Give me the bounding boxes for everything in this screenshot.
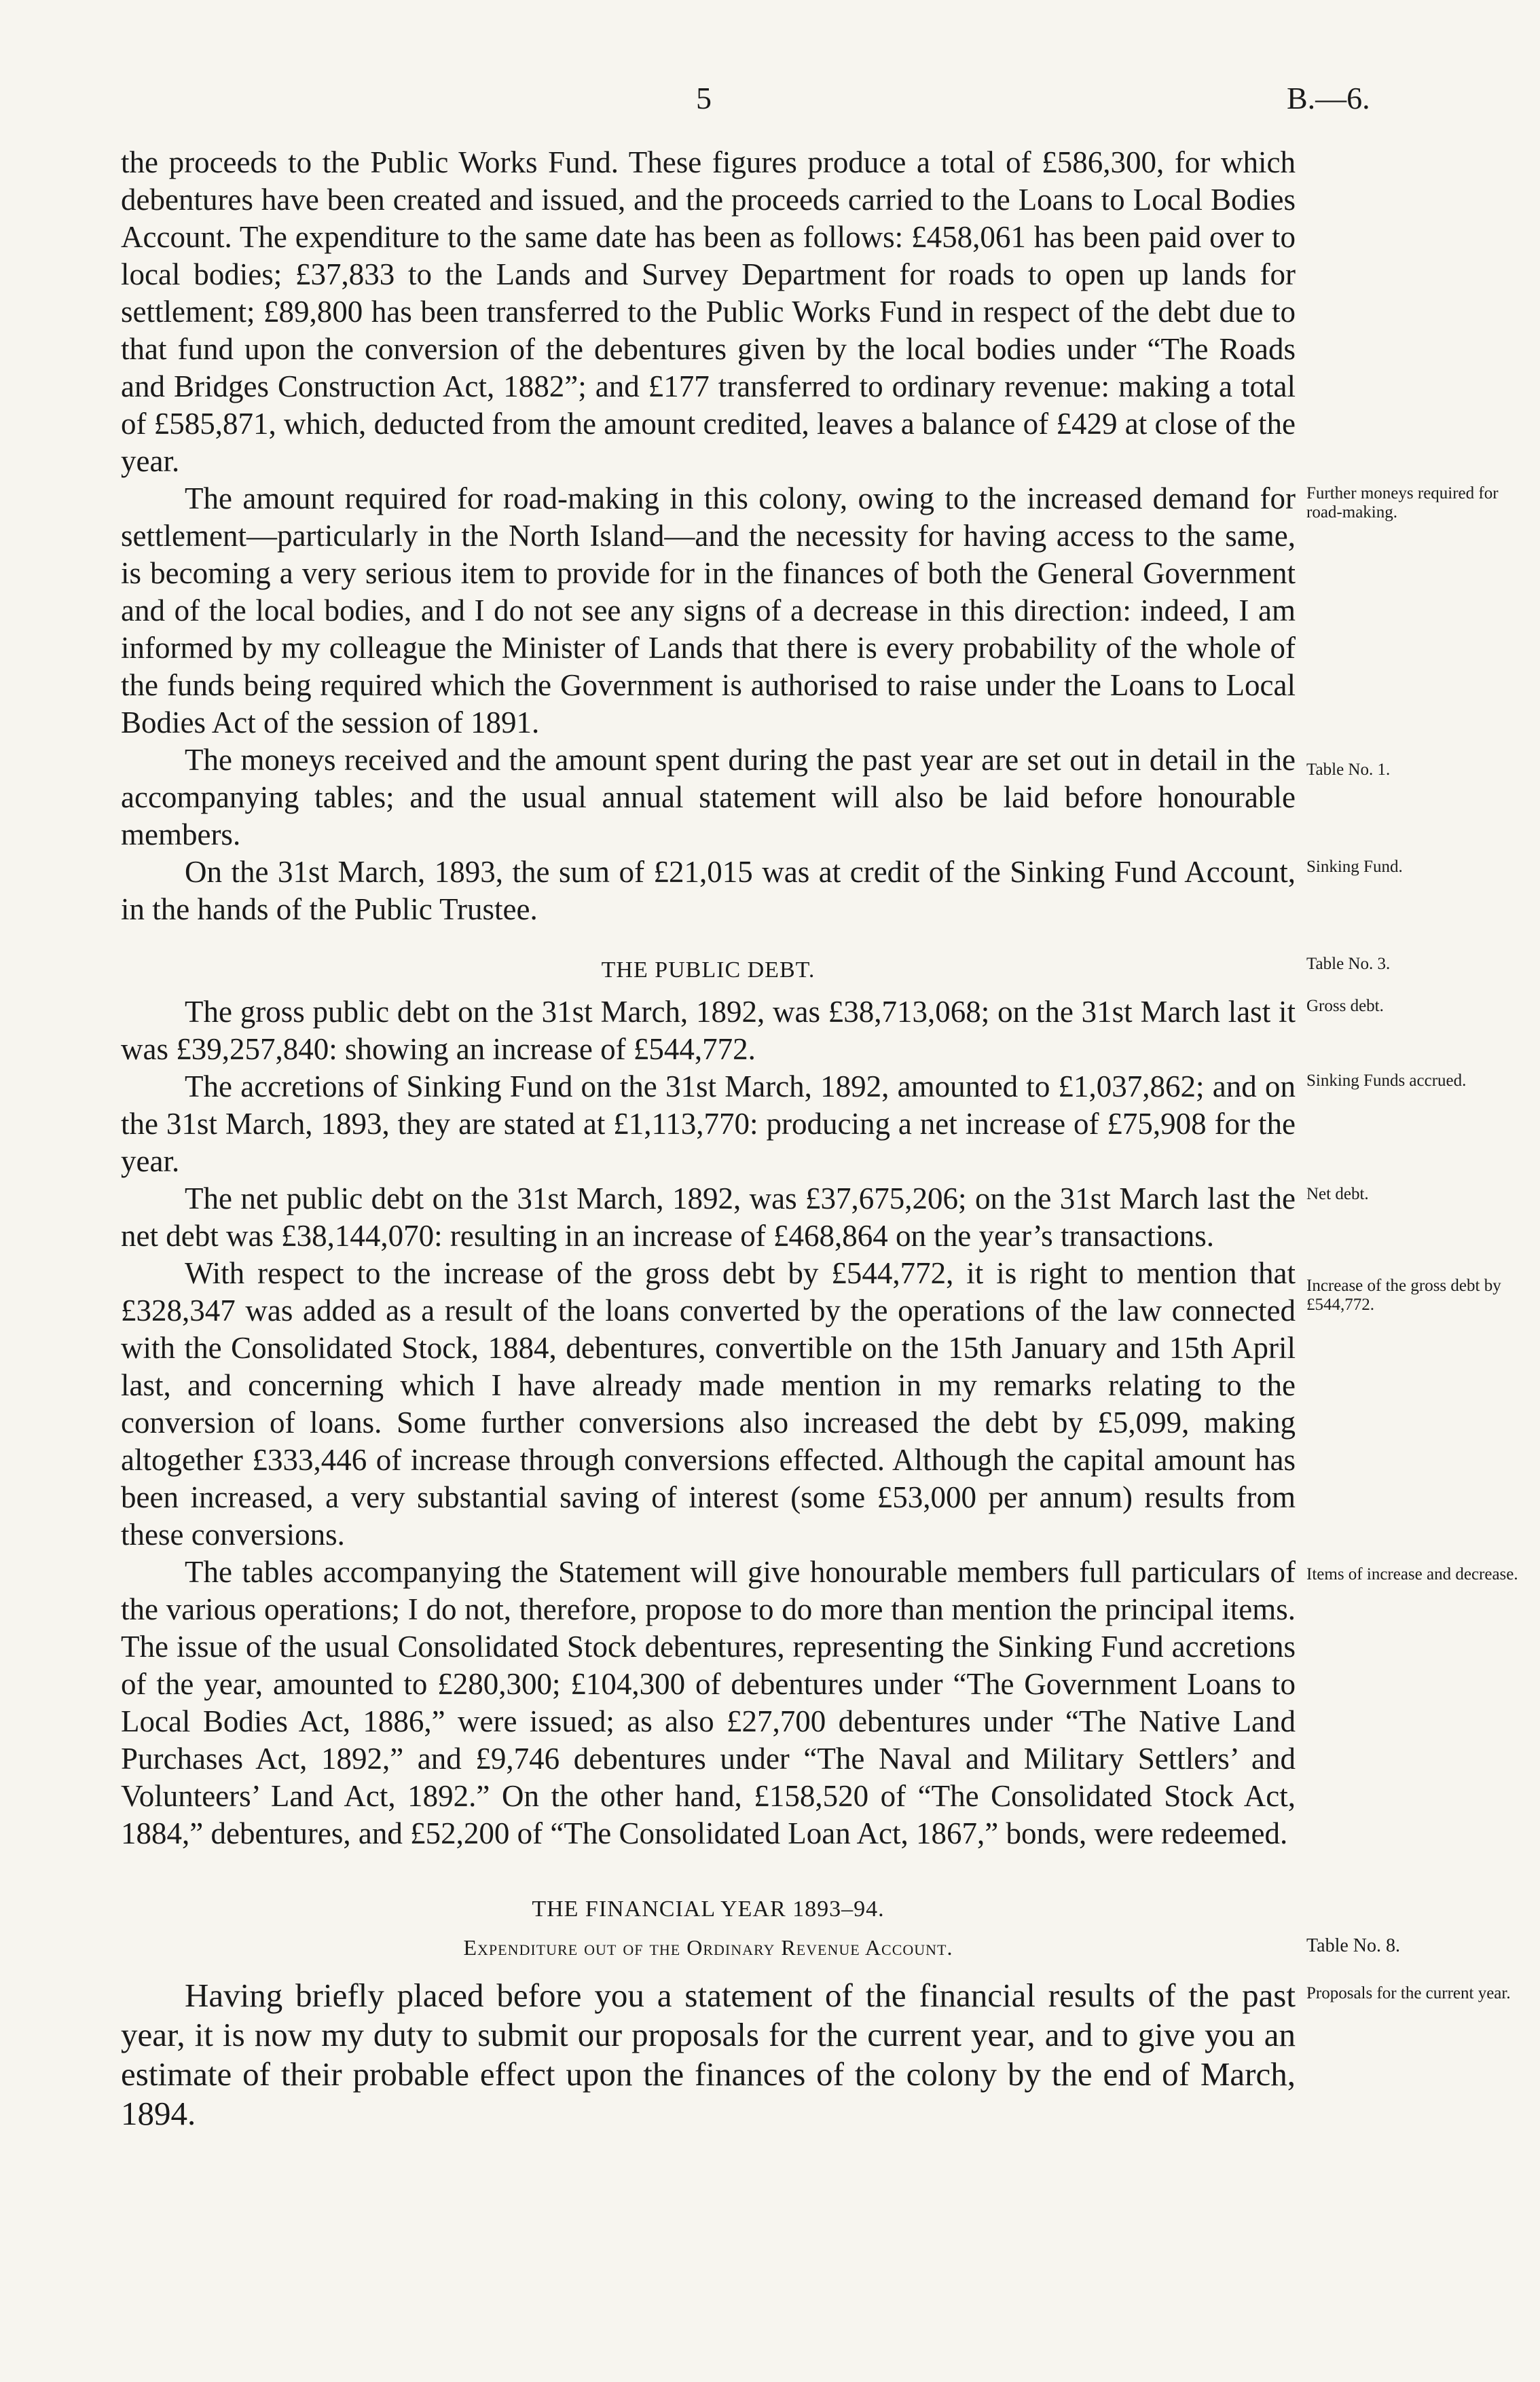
paragraph-sinking-fund: On the 31st March, 1893, the sum of £21,015 was at credit of the Sinking Fund Account, in the hands of the Public Trustee.	[121, 855, 1296, 926]
heading-financial-year: THE FINANCIAL YEAR 1893–94.	[532, 1897, 885, 1922]
paragraph-moneys-received: The moneys received and the amount spent during the past year are set out in detail in the accompanying tables; and the usual annual statement will also be laid before honourable members.	[121, 743, 1296, 851]
margin-note-sinking-funds-accrued: Sinking Funds accrued.	[1306, 1071, 1467, 1090]
margin-note-further-moneys: Further moneys required for road-making.	[1306, 484, 1499, 521]
subheading-expenditure: Expenditure out of the Ordinary Revenue Account.	[463, 1935, 953, 1960]
paragraph-items: The tables accompanying the Statement will give honourable members full particulars of the various operations; I do not, therefore, propose to do more than mention the principal items. The issue of the usual Consolidated Stock debentures, representing the Sinking Fund accretions of the year, amounted to £280,300; £104,300 of debentures under “The Government Loans to Local Bodies Act, 1886,” were issued; as also £27,700 debentures under “The Native Land Purchases Act, 1892,” and £9,746 debentures under “The Naval and Military Settlers’ and Volunteers’ Land Act, 1892.” On the other hand, £158,520 of “The Consolidated Stock Act, 1884,” debentures, and £52,200 of “The Consolidated Loan Act, 1867,” bonds, were redeemed.	[121, 1555, 1296, 1850]
paragraph-public-works-fund: the proceeds to the Public Works Fund. These figures produce a total of £586,300, for which debentures have been created and issued, and the proceeds carried to the Loans to Local Bodies Account. The expenditure to the same date has been as follows: £458,061 has been paid over to local bodies; £37,833 to the Lands and Survey Department for roads to open up lands for settlement; £89,800 has been transferred to the Public Works Fund in respect of the debt due to that fund upon the conversion of the debentures given by the local bodies under “The Roads and Bridges Construction Act, 1882”; and £177 transferred to ordinary revenue: making a total of £585,871, which, deducted from the amount credited, leaves a balance of £429 at close of the year.	[121, 145, 1296, 478]
margin-note-table-8: Table No. 8.	[1306, 1935, 1401, 1956]
paragraph-increase-gross-debt: With respect to the increase of the gross debt by £544,772, it is right to mention that £328,347 was added as a result of the loans converted by the operations of the law connected with the Consolidated Stock, 1884, debentures, convertible on the 15th January and 15th April last, and concerning which I have already made mention in my remarks relating to the conversion of loans. Some further conversions also increased the debt by £5,099, making altogether £333,446 of increase through conversions effected. Although the capital amount has been increased, a very substantial saving of interest (some £53,000 per annum) results from these conversions.	[121, 1256, 1296, 1552]
page-number: 5	[696, 81, 712, 115]
margin-note-proposals: Proposals for the current year.	[1306, 1984, 1511, 2002]
document-code: B.—6.	[1287, 81, 1370, 115]
paragraph-gross-debt: The gross public debt on the 31st March, 1892, was £38,713,068; on the 31st March last it was £39,257,840: showing an increase of £544,772.	[121, 995, 1296, 1066]
paragraph-proposals: Having briefly placed before you a statement of the financial results of the past year, it is now my duty to submit our proposals for the current year, and to give you an estimate of their probable effect upon the finances of the colony by the end of March, 1894.	[121, 1977, 1296, 2132]
main-text	[121, 144, 1296, 2133]
margin-note-net-debt: Net debt.	[1306, 1185, 1369, 1203]
margin-note-sinking-fund: Sinking Fund.	[1306, 858, 1403, 876]
heading-public-debt: THE PUBLIC DEBT.	[601, 957, 815, 983]
page-header	[0, 80, 1540, 121]
margin-note-increase-gross-debt: Increase of the gross debt by £544,772.	[1306, 1277, 1501, 1314]
margin-note-gross-debt: Gross debt.	[1306, 997, 1384, 1015]
margin-note-items-increase: Items of increase and decrease.	[1306, 1565, 1518, 1583]
paragraph-accretions: The accretions of Sinking Fund on the 31st March, 1892, amounted to £1,037,862; and on the 31st March, 1893, they are stated at £1,113,770: producing a net increase of £75,908 for the year.	[121, 1069, 1296, 1178]
margin-note-table-3: Table No. 3.	[1306, 955, 1391, 973]
paragraph-net-debt: The net public debt on the 31st March, 1892, was £37,675,206; on the 31st March last the net debt was £38,144,070: resulting in an increase of £468,864 on the year’s transactions.	[121, 1181, 1296, 1253]
margin-note-table-1: Table No. 1.	[1306, 761, 1391, 779]
paragraph-road-making: The amount required for road-making in this colony, owing to the increased demand for settlement—particularly in the North Island—and the necessity for having access to the same, is becoming a very serious item to provide for in the finances of both the General Government and of the local bodies, and I do not see any signs of a decrease in this direction: indeed, I am informed by my colleague the Minister of Lands that there is every probability of the whole of the funds being required which the Government is authorised to raise under the Loans to Local Bodies Act of the session of 1891.	[121, 481, 1296, 739]
